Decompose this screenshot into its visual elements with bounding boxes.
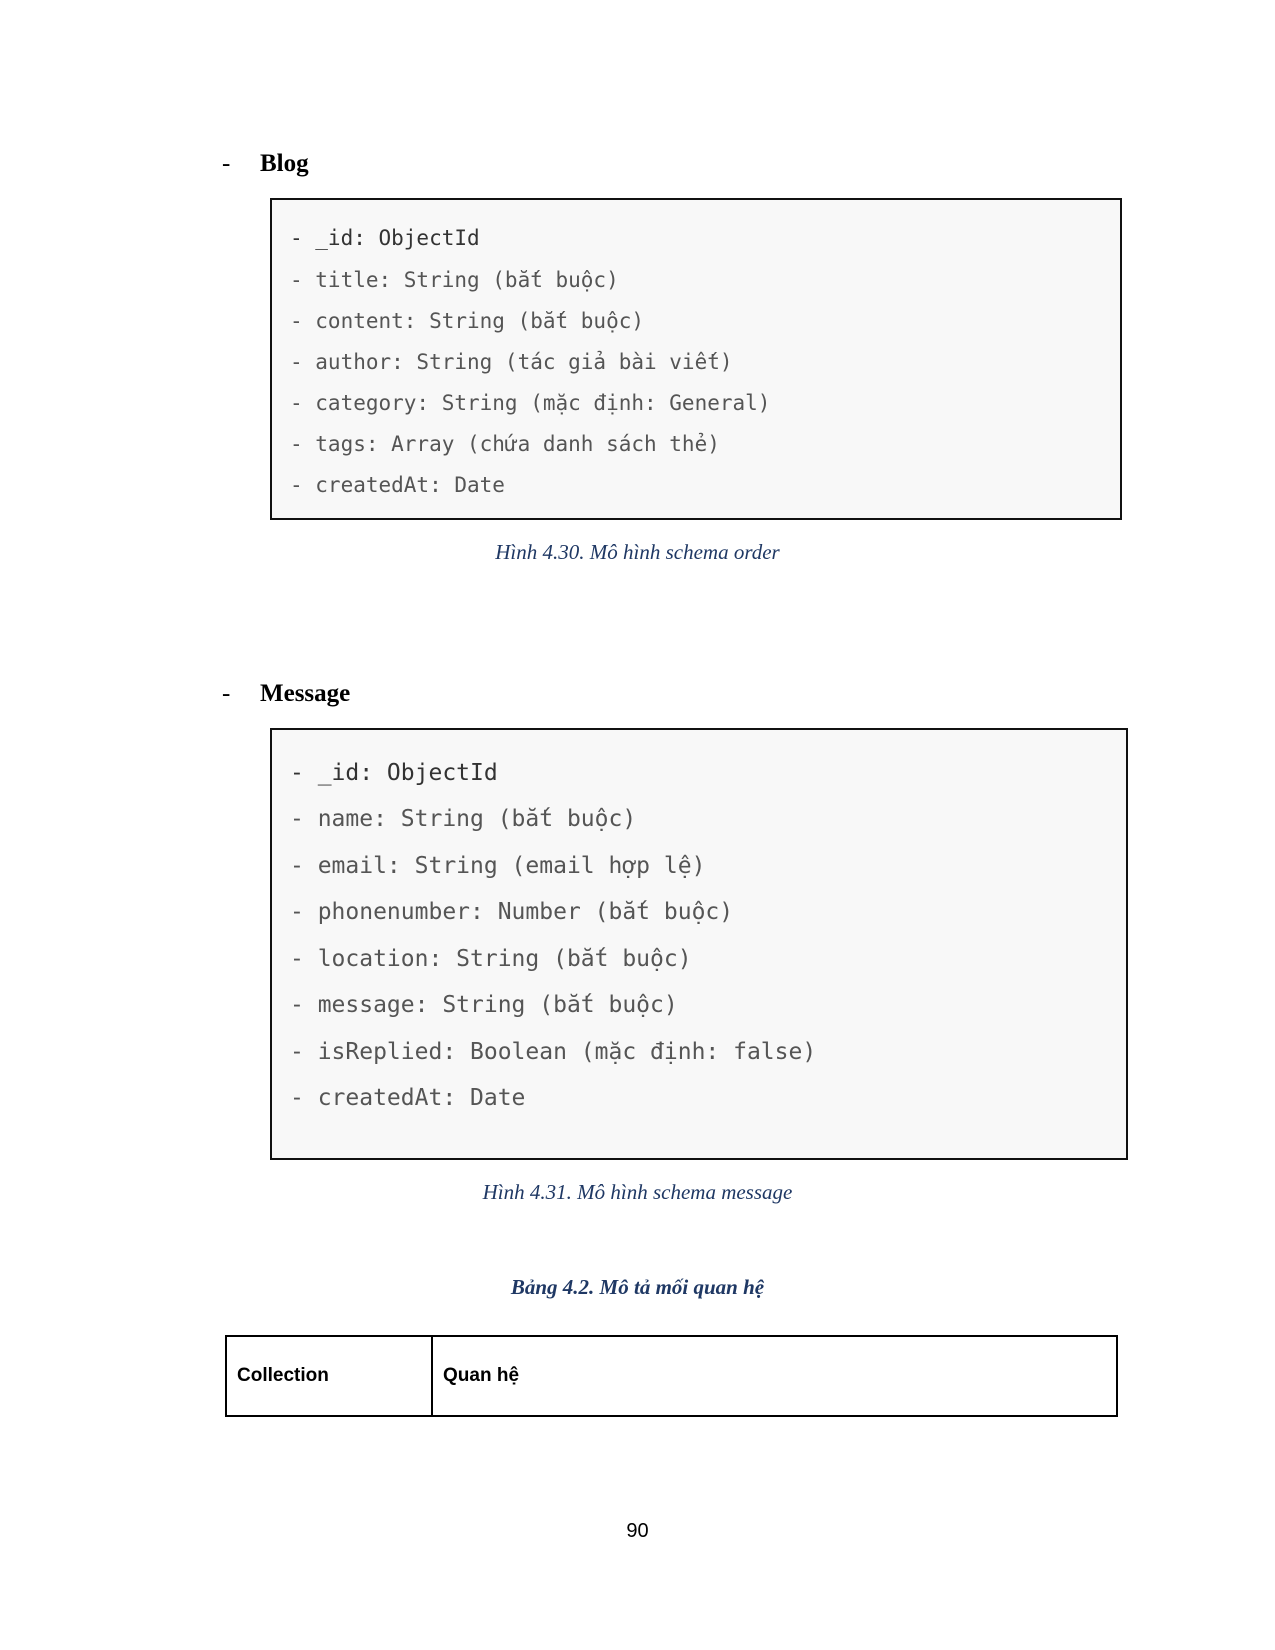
message-schema-box [270, 728, 1128, 1160]
page-number: 90 [626, 1520, 649, 1542]
message-heading: - Message [222, 680, 351, 707]
relationship-table [225, 1335, 1118, 1417]
blog-heading: - Blog [222, 150, 309, 177]
message-figure-caption: Hình 4.31. Mô hình schema message [482, 1180, 793, 1204]
column-header-collection: Collection [226, 1336, 432, 1416]
blog-schema-line: - title: String (bắt buộc) [290, 268, 619, 292]
message-schema-line: - phonenumber: Number (bắt buộc) [290, 899, 734, 925]
blog-schema-line: - category: String (mặc định: General) [290, 391, 771, 415]
blog-schema-line: - createdAt: Date [290, 473, 505, 497]
blog-schema-line: - content: String (bắt buộc) [290, 309, 645, 333]
message-schema-line: - name: String (bắt buộc) [290, 806, 637, 832]
blog-schema-box [270, 198, 1122, 520]
message-schema-line: - _id: ObjectId [290, 760, 498, 786]
blog-schema-line: - _id: ObjectId [290, 226, 480, 250]
message-heading-text: Message [260, 680, 351, 707]
message-schema-line: - message: String (bắt buộc) [290, 992, 678, 1018]
blog-figure-caption: Hình 4.30. Mô hình schema order [495, 540, 780, 564]
blog-heading-text: Blog [260, 150, 309, 177]
column-header-relation: Quan hệ [432, 1336, 1117, 1416]
blog-schema-line: - author: String (tác giả bài viết) [290, 350, 733, 374]
blog-schema-line: - tags: Array (chứa danh sách thẻ) [290, 432, 720, 456]
message-schema-line: - createdAt: Date [290, 1085, 526, 1111]
table-caption: Bảng 4.2. Mô tả mối quan hệ [510, 1275, 765, 1299]
message-schema-line: - isReplied: Boolean (mặc định: false) [290, 1039, 817, 1065]
table-header-row [226, 1336, 1117, 1416]
message-schema-line: - email: String (email hợp lệ) [290, 853, 706, 879]
message-schema-line: - location: String (bắt buộc) [290, 946, 692, 972]
